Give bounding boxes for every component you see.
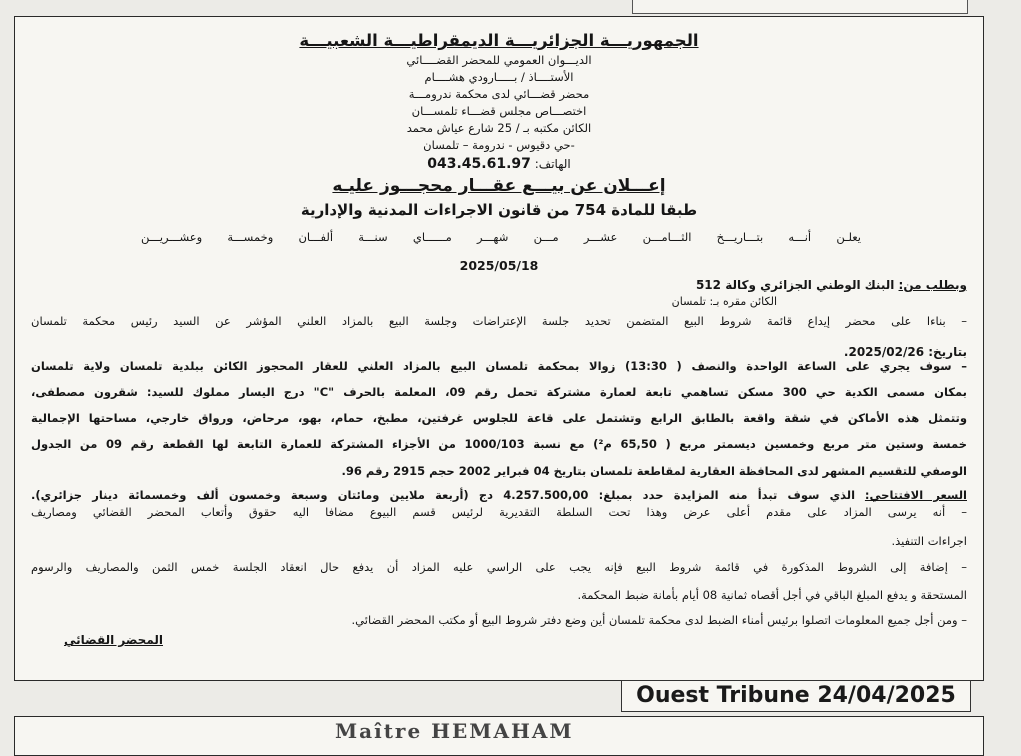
requester-line: [696, 279, 967, 291]
paragraph-4-line-1: – أنه يرسى المزاد على مقدم أعلى عرض وهذا تحت السلطة التقديرية لرئيس قسم البيوع مضافا اليه حقوق وأتعاب المحضر القضائي ومصاريف: [31, 505, 967, 519]
paragraph-2-line-4: خمسة وستين متر مربع وخمسين ديسمتر مربع ( 65,50 م²) مع نسبة 1000/103 من الأجزاء المشتركة للعمارة التابعة لها القطعة رقم 09 من الجدول: [31, 437, 967, 451]
bailiff-name: الأستــــاذ / بـــــارودي هشــــام: [424, 70, 574, 84]
requester-name: البنك الوطني الجزائري وكالة 512: [695, 278, 895, 292]
office-address-2: حي دقيوس - ندرومة – تلمسان-: [423, 138, 575, 152]
previous-notice-fragment: [632, 0, 968, 14]
office-address-1: الكائن مكتبه بـ / 25 شارع عياش محمد: [406, 121, 592, 135]
opening-price-line: [31, 490, 967, 502]
opening-price-text: الذي سوف تبدأ منه المزايدة حدد بمبلغ: 4.257.500,00 دج (أربعة ملايين ومائتان وسبعة وخمسون ألف وخمسمائة دينار جزائري).: [31, 488, 856, 502]
paragraph-2-line-5: الوصفي للتقسيم المشهر لدى المحافظة العقارية لمقاطعة تلمسان بتاريخ 04 فبراير 2002 حجم 2915 رقم 96.: [341, 464, 967, 478]
phone-line: [15, 157, 983, 171]
sale-date: 2025/05/18: [459, 258, 539, 273]
paragraph-5-line-1: – إضافة إلى الشروط المذكورة في قائمة شروط البيع فإنه يجب على الراسي عليه المزاد أن يدفع حال انعقاد الجلسة خمس الثمن والمصاريف والرسوم: [31, 560, 967, 574]
notice-title: إعـــلان عن بيـــع عقـــار محجـــوز عليـه: [332, 176, 666, 196]
next-notice-heading: Maître HEMAHAM: [335, 719, 574, 743]
paragraph-2-line-3: وتتمثل هذه الأماكن في شقة واقعة بالطابق الرابع وتشتمل على قاعة للجلوس غرفتين، مطبخ، حمام، بهو، مرحاض، ورواق خارجي، مساحتها الإجمالية: [31, 411, 967, 425]
jurisdiction-line: اختصـــاص مجلس قضـــاء تلمســـان: [411, 104, 587, 118]
next-notice-fragment: [14, 716, 984, 756]
sale-notice: [14, 16, 984, 681]
requester-label: وبطلب من:: [898, 278, 967, 292]
opening-price-label: السعر الافتتاحي:: [864, 488, 967, 502]
republic-heading: الجمهوريـــة الجزائريـــة الديمقراطيـــة الشعبيـــة: [299, 31, 699, 50]
paragraph-4-line-2: اجراءات التنفيذ.: [891, 534, 967, 548]
paragraph-5-line-2: المستحقة و يدفع المبلغ الباقي في أجل أقصاه ثمانية 08 أيام بأمانة ضبط المحكمة.: [577, 588, 967, 602]
phone-label: الهاتف:: [534, 157, 571, 171]
paragraph-2-line-2: بمكان مسمى الكدية حي 300 مسكن تساهمي تابعة لعمارة مشتركة تحمل رقم 09، المعلمة بالحرف "C" درج اليسار مملوك للسيد: شقرون مصطفى،: [31, 385, 968, 399]
court-bailiff-line: محضر قضـــائي لدى محكمة ندرومـــة: [408, 87, 590, 101]
paragraph-1-line-2: بتاريخ: 2025/02/26.: [843, 345, 967, 359]
announce-line: يعلـن أنـــه بتـــاريـــخ الثـــامـــن عشـــر مـــن شهـــر مــــــاي سنـــة ألفـــان وخمســـة وعشـــريـــن: [141, 230, 861, 244]
paragraph-6: – ومن أجل جميع المعلومات اتصلوا برئيس أمناء الضبط لدى محكمة تلمسان أين وضع دفتر شروط البيع أو مكتب المحضر القضائي.: [351, 613, 967, 627]
bailiff-signature: المحضر القضائي: [63, 633, 163, 647]
paragraph-1-line-1: – بناءا على محضر إيداع قائمة شروط البيع المتضمن تحديد جلسة الإعتراضات وجلسة البيع بالمزاد العلني المؤشر عن السيد رئيس محكمة تلمسان: [31, 314, 967, 328]
newspaper-source-tag: Ouest Tribune 24/04/2025: [621, 680, 971, 712]
phone-number: 043.45.61.97: [427, 156, 531, 172]
paragraph-2-line-1: – سوف يجري على الساعة الواحدة والنصف ( 13:30) زوالا بمحكمة تلمسان البيع بالمزاد العلني للعقار المحجوز الكائن ببلدية تلمسان ولاية تلمسان: [31, 359, 967, 373]
requester-seat: الكائن مقره بـ: تلمسان: [671, 295, 777, 308]
office-line: الديـــوان العمومي للمحضر القضــــائي: [406, 53, 592, 67]
notice-subtitle: طبقا للمادة 754 من قانون الاجراءات المدنية والإدارية: [300, 201, 698, 219]
